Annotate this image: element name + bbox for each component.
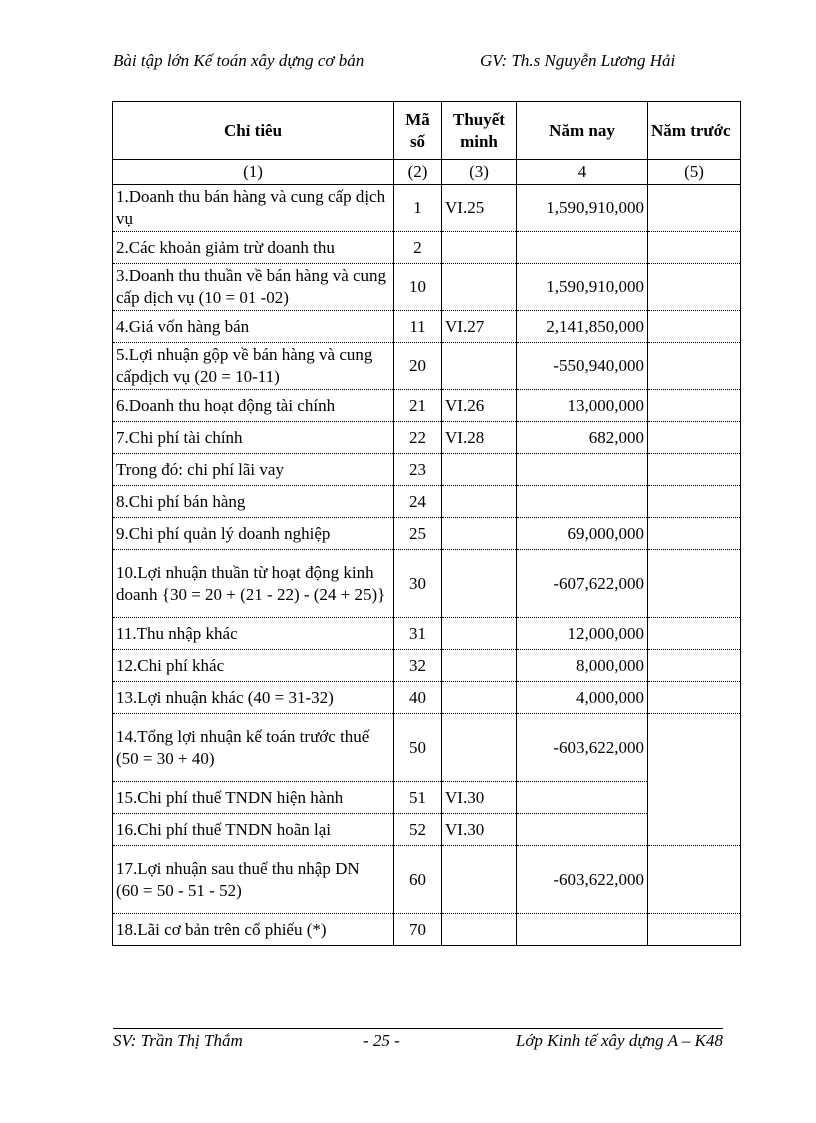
table-row xyxy=(113,714,741,782)
row-code: 11 xyxy=(394,311,442,343)
row-note: VI.25 xyxy=(442,185,517,232)
row-item-name: 10.Lợi nhuận thuần từ hoạt động kinh doanh {30 = 20 + (21 - 22) - (24 + 25)} xyxy=(113,550,394,618)
row-note xyxy=(442,650,517,682)
row-current-year xyxy=(517,782,648,814)
header-lecturer: GV: Th.s Nguyễn Lương Hải xyxy=(480,51,676,70)
row-code: 24 xyxy=(394,486,442,518)
row-note xyxy=(442,486,517,518)
col-header-previous-year: Năm trước xyxy=(648,102,741,160)
row-code: 10 xyxy=(394,264,442,311)
row-previous-year xyxy=(648,422,741,454)
row-note xyxy=(442,914,517,946)
row-note: VI.27 xyxy=(442,311,517,343)
row-item-name xyxy=(113,714,394,782)
table-row xyxy=(113,232,741,264)
row-current-year: 8,000,000 xyxy=(517,650,648,682)
col-number: (3) xyxy=(442,160,517,185)
row-current-year: -607,622,000 xyxy=(517,550,648,618)
table-row xyxy=(113,486,741,518)
row-item-name: 18.Lãi cơ bản trên cổ phiếu (*) xyxy=(113,914,394,946)
table-header-row xyxy=(113,102,741,160)
row-previous-year xyxy=(648,782,741,814)
table-row xyxy=(113,422,741,454)
row-code: 31 xyxy=(394,618,442,650)
row-previous-year xyxy=(648,846,741,914)
income-statement-table xyxy=(112,101,741,946)
row-current-year xyxy=(517,814,648,846)
table-row xyxy=(113,914,741,946)
row-item-name xyxy=(113,846,394,914)
row-item-name: 9.Chi phí quản lý doanh nghiệp xyxy=(113,518,394,550)
row-current-year: -550,940,000 xyxy=(517,343,648,390)
row-note xyxy=(442,343,517,390)
row-code: 50 xyxy=(394,714,442,782)
row-item-name: 5.Lợi nhuận gộp về bán hàng và cung cấpdịch vụ (20 = 10-11) xyxy=(113,343,394,390)
table-row xyxy=(113,185,741,232)
row-code: 70 xyxy=(394,914,442,946)
row-note: VI.26 xyxy=(442,390,517,422)
row-code: 22 xyxy=(394,422,442,454)
row-previous-year xyxy=(648,264,741,311)
row-current-year xyxy=(517,454,648,486)
col-number: (1) xyxy=(113,160,394,185)
row-item-name: 8.Chi phí bán hàng xyxy=(113,486,394,518)
row-previous-year xyxy=(648,232,741,264)
row-note: VI.28 xyxy=(442,422,517,454)
row-previous-year xyxy=(648,486,741,518)
row-current-year: 2,141,850,000 xyxy=(517,311,648,343)
row-code: 25 xyxy=(394,518,442,550)
col-number: (5) xyxy=(648,160,741,185)
table-row xyxy=(113,343,741,390)
row-previous-year xyxy=(648,390,741,422)
table-row xyxy=(113,846,741,914)
row-code: 21 xyxy=(394,390,442,422)
row-previous-year xyxy=(648,650,741,682)
row-current-year xyxy=(517,232,648,264)
col-header-code: Mã số xyxy=(394,102,442,160)
row-code: 20 xyxy=(394,343,442,390)
row-current-year: 69,000,000 xyxy=(517,518,648,550)
header-course-title: Bài tập lớn Kế toán xây dựng cơ bản xyxy=(113,51,365,70)
row-previous-year xyxy=(648,618,741,650)
row-note xyxy=(442,618,517,650)
footer-class: Lớp Kinh tế xây dựng A – K48 xyxy=(515,1031,723,1050)
row-note: VI.30 xyxy=(442,814,517,846)
row-previous-year xyxy=(648,454,741,486)
footer-divider xyxy=(113,1028,723,1029)
row-current-year xyxy=(517,914,648,946)
table-column-number-row xyxy=(113,160,741,185)
row-code: 60 xyxy=(394,846,442,914)
table-row xyxy=(113,264,741,311)
row-previous-year xyxy=(648,343,741,390)
row-previous-year xyxy=(648,714,741,782)
row-item-name: 11.Thu nhập khác xyxy=(113,618,394,650)
page-footer xyxy=(113,1031,723,1055)
row-item-formula: (60 = 50 - 51 - 52) xyxy=(116,880,242,900)
col-header-current-year: Năm nay xyxy=(517,102,648,160)
row-note: VI.30 xyxy=(442,782,517,814)
row-previous-year xyxy=(648,682,741,714)
row-current-year: 1,590,910,000 xyxy=(517,185,648,232)
table-row xyxy=(113,311,741,343)
row-item-name: 16.Chi phí thuế TNDN hoãn lại xyxy=(113,814,394,846)
row-current-year: 1,590,910,000 xyxy=(517,264,648,311)
row-current-year: 12,000,000 xyxy=(517,618,648,650)
row-item-name: 12.Chi phí khác xyxy=(113,650,394,682)
footer-page-number: - 25 - xyxy=(363,1031,400,1050)
row-note xyxy=(442,682,517,714)
row-note xyxy=(442,454,517,486)
row-code: 23 xyxy=(394,454,442,486)
row-previous-year xyxy=(648,185,741,232)
table-row xyxy=(113,390,741,422)
row-previous-year xyxy=(648,814,741,846)
row-item-name: 13.Lợi nhuận khác (40 = 31-32) xyxy=(113,682,394,714)
row-previous-year xyxy=(648,550,741,618)
row-current-year: -603,622,000 xyxy=(517,714,648,782)
col-number: 4 xyxy=(517,160,648,185)
page-header xyxy=(113,51,723,75)
col-number: (2) xyxy=(394,160,442,185)
row-current-year: 13,000,000 xyxy=(517,390,648,422)
row-item-name: 7.Chi phí tài chính xyxy=(113,422,394,454)
row-note xyxy=(442,714,517,782)
row-item-name: 2.Các khoản giảm trừ doanh thu xyxy=(113,232,394,264)
table-row xyxy=(113,518,741,550)
row-code: 2 xyxy=(394,232,442,264)
row-previous-year xyxy=(648,914,741,946)
col-header-item: Chỉ tiêu xyxy=(113,102,394,160)
row-item-name: 3.Doanh thu thuần về bán hàng và cung cấp dịch vụ (10 = 01 -02) xyxy=(113,264,394,311)
row-code: 30 xyxy=(394,550,442,618)
row-previous-year xyxy=(648,311,741,343)
row-current-year xyxy=(517,486,648,518)
row-item-name-line: 14.Tổng lợi nhuận kế toán trước thuế xyxy=(116,726,370,746)
row-code: 51 xyxy=(394,782,442,814)
row-code: 32 xyxy=(394,650,442,682)
row-note xyxy=(442,550,517,618)
footer-student: SV: Trần Thị Thắm xyxy=(113,1031,243,1050)
table-row xyxy=(113,454,741,486)
table-row xyxy=(113,782,741,814)
row-code: 1 xyxy=(394,185,442,232)
row-item-formula: (50 = 30 + 40) xyxy=(116,748,215,768)
table-row xyxy=(113,814,741,846)
row-item-name: 1.Doanh thu bán hàng và cung cấp dịch vụ xyxy=(113,185,394,232)
table-row xyxy=(113,650,741,682)
row-item-name: 15.Chi phí thuế TNDN hiện hành xyxy=(113,782,394,814)
row-current-year: 682,000 xyxy=(517,422,648,454)
col-header-note: Thuyết minh xyxy=(442,102,517,160)
row-code: 52 xyxy=(394,814,442,846)
row-code: 40 xyxy=(394,682,442,714)
row-note xyxy=(442,264,517,311)
row-item-name: Trong đó: chi phí lãi vay xyxy=(113,454,394,486)
row-note xyxy=(442,232,517,264)
row-current-year: 4,000,000 xyxy=(517,682,648,714)
row-item-name: 4.Giá vốn hàng bán xyxy=(113,311,394,343)
table-row xyxy=(113,550,741,618)
row-note xyxy=(442,518,517,550)
row-previous-year xyxy=(648,518,741,550)
row-note xyxy=(442,846,517,914)
table-row xyxy=(113,682,741,714)
row-current-year: -603,622,000 xyxy=(517,846,648,914)
row-item-name: 6.Doanh thu hoạt động tài chính xyxy=(113,390,394,422)
row-item-name-line: 17.Lợi nhuận sau thuế thu nhập DN xyxy=(116,858,360,878)
table-row xyxy=(113,618,741,650)
